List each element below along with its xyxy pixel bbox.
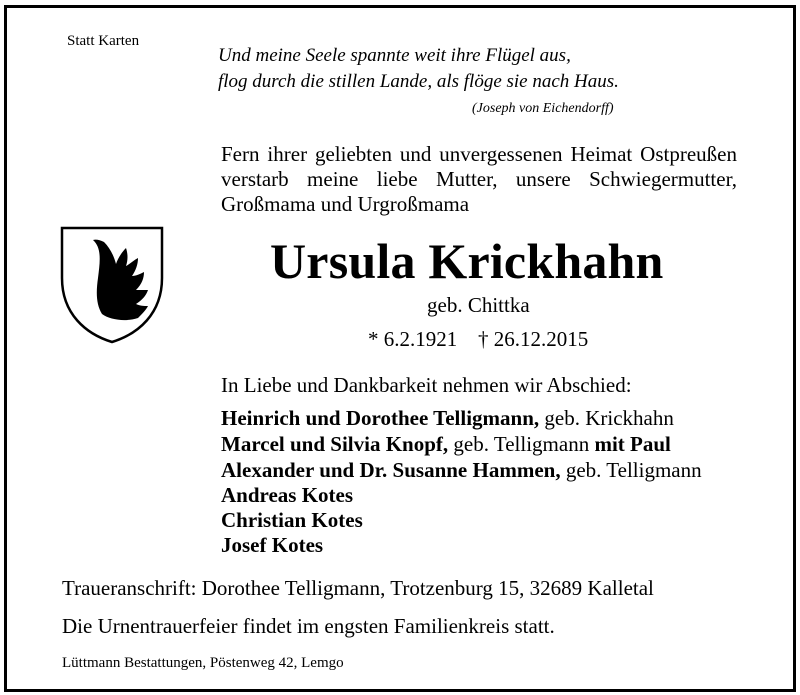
- deceased-name: Ursula Krickhahn: [270, 233, 664, 289]
- mourner-note: geb. Telligmann: [448, 432, 595, 456]
- elk-antler-shield-icon: [60, 226, 164, 344]
- funeral-home: Lüttmann Bestattungen, Pöstenweg 42, Lemgo: [62, 655, 344, 671]
- mourner-name: Christian Kotes: [221, 508, 363, 532]
- poem-line-1: Und meine Seele spannte weit ihre Flügel aus,: [218, 45, 571, 66]
- maiden-name: geb. Chittka: [427, 293, 530, 317]
- mourner-row: [221, 432, 671, 457]
- mourner-row: [221, 533, 323, 558]
- mourner-name: Heinrich und Dorothee Telligmann,: [221, 406, 540, 430]
- mourning-address: Traueranschrift: Dorothee Telligmann, Trotzenburg 15, 32689 Kalletal: [62, 576, 654, 600]
- mourner-name: Josef Kotes: [221, 533, 324, 557]
- poem-author: (Joseph von Eichendorff): [472, 101, 614, 116]
- mourner-row: [221, 483, 353, 508]
- mourner-name: mit Paul: [594, 432, 671, 456]
- poem-line-2: flog durch die stillen Lande, als flöge sie nach Haus.: [218, 71, 619, 92]
- mourner-note: geb. Telligmann: [560, 458, 702, 482]
- intro-text: [221, 142, 737, 217]
- intro-line-3: Großmama und Urgroßmama: [221, 192, 470, 216]
- intro-line-1: Fern ihrer geliebten und unvergessenen Heimat Ostpreußen: [221, 142, 737, 166]
- mourner-name: Alexander und Dr. Susanne Hammen,: [221, 458, 561, 482]
- mourner-name: Marcel und Silvia Knopf,: [221, 432, 449, 456]
- ceremony-note: Die Urnentrauerfeier findet im engsten Familienkreis statt.: [62, 614, 555, 638]
- birth-date: * 6.2.1921: [368, 327, 458, 351]
- death-date: † 26.12.2015: [478, 327, 589, 351]
- mourner-name: Andreas Kotes: [221, 483, 354, 507]
- farewell-text: In Liebe und Dankbarkeit nehmen wir Abschied:: [221, 373, 632, 397]
- mourner-row: [221, 508, 363, 533]
- header-tag: Statt Karten: [67, 33, 140, 49]
- intro-line-2: verstarb meine liebe Mutter, unsere Schwiegermutter,: [221, 167, 737, 191]
- mourner-note: geb. Krickhahn: [539, 406, 674, 430]
- mourner-row: [221, 458, 702, 483]
- mourner-row: [221, 406, 674, 431]
